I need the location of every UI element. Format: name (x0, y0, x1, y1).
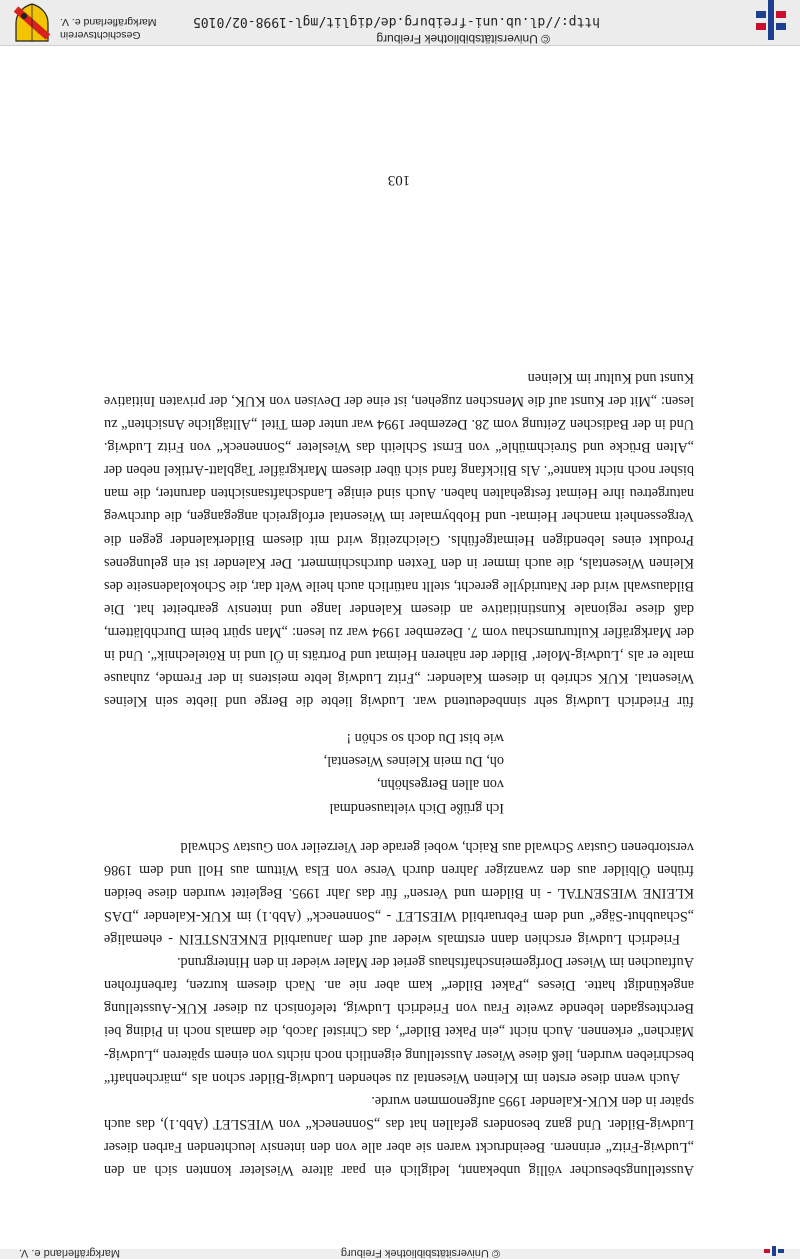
footer-society-fragment: Markgräflerland e. V. (18, 1247, 120, 1259)
ub-freiburg-logo-icon (754, 0, 788, 40)
poem-line: oh, Du mein Kleines Wiesental, (323, 753, 504, 770)
society-name (60, 15, 200, 41)
society-line-2: Markgräflerland e. V. (60, 16, 157, 28)
paragraph-1: Ausstellungsbesucher völlig unbekannt, lediglich ein paar ältere Wiesleter konnten sich an den „Ludwig-Fritz“ erinnern. Beeindruckt waren sie aber alle von den intensiv leuchtenden Farben dieser Ludwig-Bilder. Und ganz besonders gefallen hat das „Sonneneck“ von WIESLET (Abb.1), das auch später in den KUK-Kalender 1995 aufgenommen wurde. (104, 1092, 694, 1178)
paragraph-3: Friedrich Ludwig erschien dann erstmals wieder auf dem Januarbild ENKENSTEIN - ehemalige „Schaubhut-Säge“ und dem Februarbild WIESLET - „Sonneneck“ (Abb.1) im KUK-Kalender „DAS KLEINE WIESENTAL - in Bildern und Versen“ für das Jahr 1995. Begleitet wurden diese beiden frühen Ölbilder aus den zwanziger Jahren durch Verse von Elsa Wittum aus Holl und dem 1986 verstorbenen Gustav Schwald aus Raich, wobei gerade der Vierzeiler von Gustav Schwald (104, 838, 694, 948)
poem-line: von allen Bergeshöhn, (376, 776, 504, 793)
permalink-url[interactable]: http://dl.ub.uni-freiburg.de/diglit/mgl-1998-02/0105 (193, 14, 600, 29)
footer-copyright-fragment: © Universitätsbibliothek Freiburg (340, 1247, 500, 1259)
paragraph-2: Auch wenn diese ersten im Kleinen Wiesental zu sehenden Ludwig-Bilder schon als „märchenhaft“ beschrieben wurden, ließ diese Wieser Ausstellung eigentlich noch nichts von einem späteren „Ludwig-Märchen“ erkennen. Auch nicht „ein Paket Bilder“, das Christel Jacob, die damals noch in Piding bei Berchtesgaden lebende zweite Frau von Friedrich Ludwig, telefonisch zu dieser KUK-Ausstellung angekündigt hatte. Dieses „Paket Bilder“ kam aber nie an. Nach diesem kurzen, farbenfrohen Auftauchen im Wieser Dorfgemeinschaftshaus geriet der Maler wieder in den Hintergrund. (104, 954, 694, 1086)
geschichtsverein-crest-icon (13, 3, 51, 43)
society-line-1: Geschichtsverein (60, 29, 141, 41)
article-text (104, 172, 694, 1181)
paragraph-4: für Friedrich Ludwig sehr sinnbedeutend war. Ludwig liebte die Berge und liebte sein Kleines Wiesental. KUK schrieb in diesem Kalender: „Fritz Ludwig lebte meistens in der Fremde, zuhause malte er als ‚Ludwig-Moler‘ Bilder der näheren Heimat und Porträts in Öl und in Rötelechnik“. Und in der Markgräfler Kulturumschau vom 7. Dezember 1994 war zu lesen: „Man spürt beim Durchblättern, daß diese regionale Kunstinitiative an diesem Kalender lange und intensiv gearbeitet hat. Die Bildauswahl wird der Naturidylle gerecht, stellt natürlich auch heile Welt dar, die Schokoladenseite des Kleinen Wiesentals, die auch immer in den Texten durchschimmert. Der Kalender ist ein gelungenes Produkt eines lebendigen Heimatgefühls. Gleichzeitig wird mit diesem Bilderkalender gegen die Vergessenheit mancher Heimat- und Hobbymaler im Wiesental erfolgreich angegangen, die durchweg naturgetreu ihre Heimat festgehalten haben. Auch sind einige Landschaftsansichten darunter, die man bisher noch nicht kannte“. Als Blickfang fand sich über diesem Markgräfler Tagblatt-Artikel neben der „Alten Brücke und Streichmühle“ von Ernst Schleith das Wiesleter „Sonneneck“ von Fritz Ludwig. Und in der Badischen Zeitung vom 28. Dezember 1994 war unter dem Titel „Alltägliche Ansichten“ zu lesen: „Mit der Kunst auf die Menschen zugehen, ist eine der Devisen von KUK, der privaten Initiative Kunst und Kultur im Kleinen (104, 369, 694, 710)
ub-logo-fragment (762, 1249, 786, 1259)
poem (104, 726, 694, 818)
page-number: 103 (387, 172, 411, 188)
copyright-text: © Universitätsbibliothek Freiburg (376, 32, 550, 46)
poem-line: wie bist Du doch so schön ! (346, 730, 504, 747)
poem-line: Ich grüße Dich vieltausendmal (329, 799, 504, 816)
